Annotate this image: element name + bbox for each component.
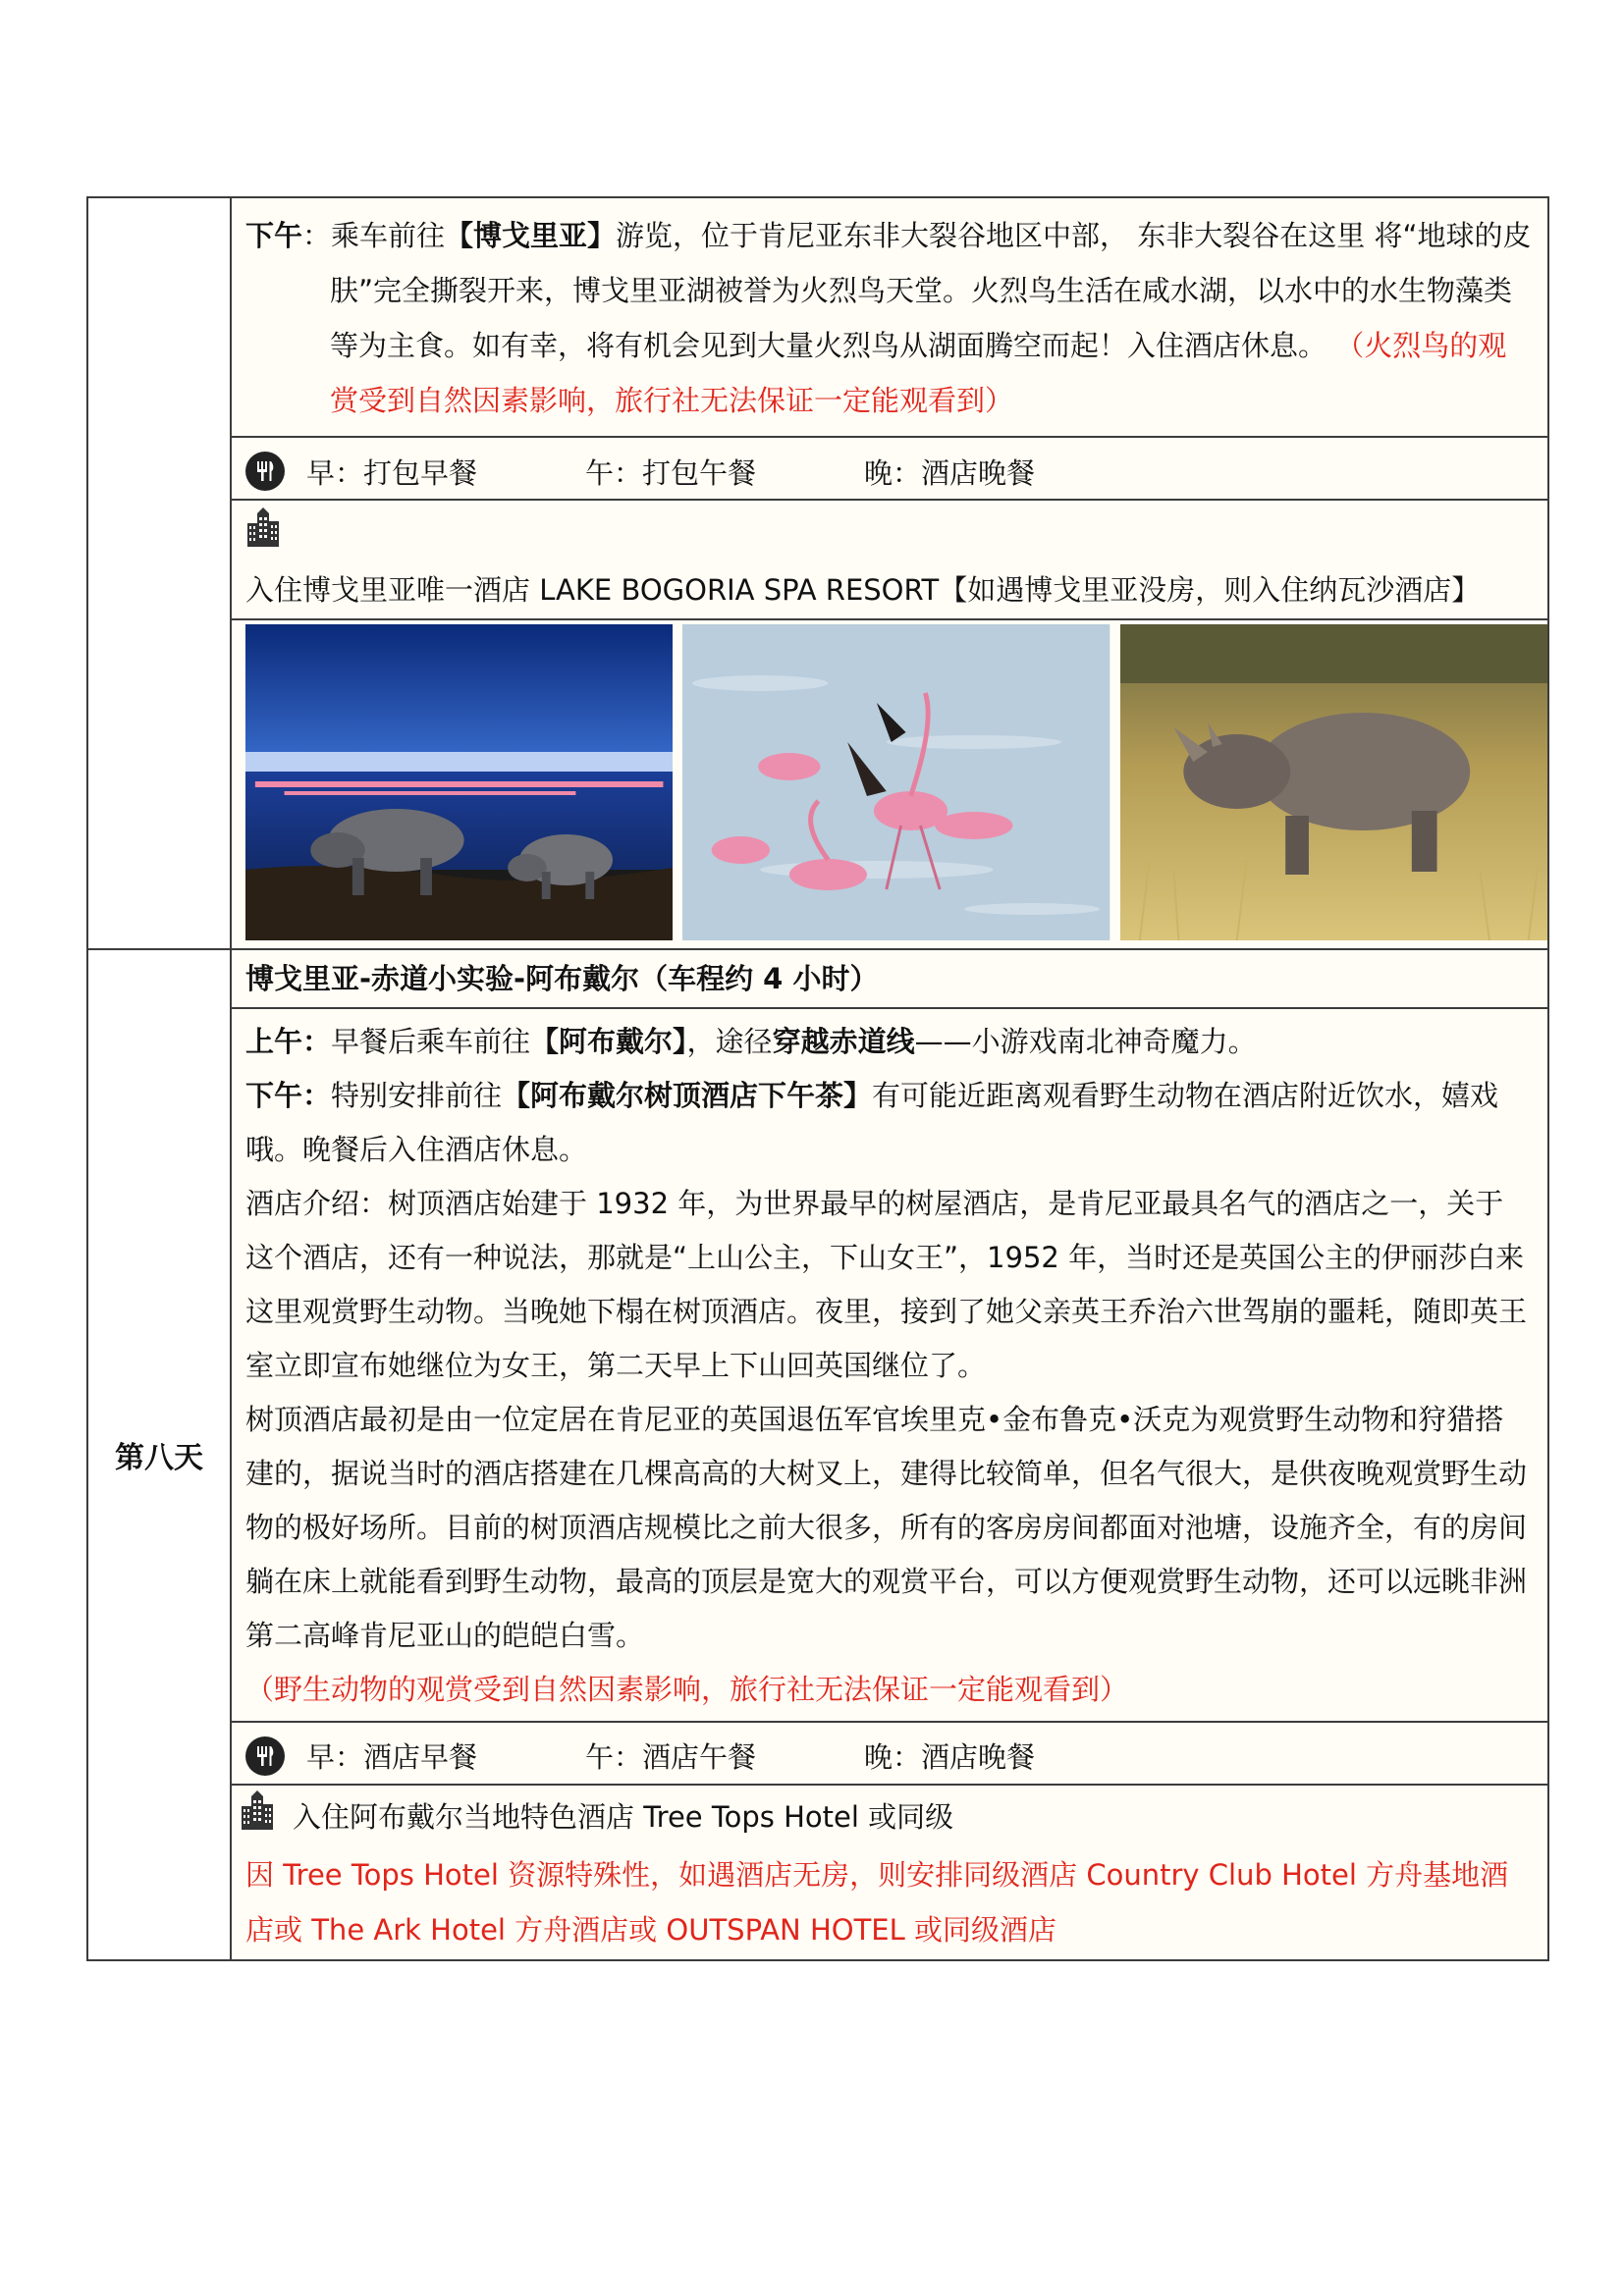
- day8-meals-row: [87, 1722, 1548, 1785]
- photo-rhinos-lake: [245, 624, 673, 940]
- day8-label: 第八天: [87, 949, 231, 1960]
- day8-detail-row: [87, 1008, 1548, 1722]
- day7-hotel-row: [87, 500, 1548, 619]
- day7-hotel-paragraph: [245, 507, 1532, 616]
- day8-hotel-row: [87, 1785, 1548, 1960]
- lunch-text: 午：酒店午餐: [585, 1740, 757, 1774]
- hotel-intro-1: 酒店介绍：树顶酒店始建于 1932 年，为世界最早的树屋酒店，是肯尼亚最具名气的酒店之一，关于这个酒店，还有一种说法，那就是“上山公主，下山女王”，1952 年，当时还是英国公主的伊丽莎白来这里观赏野生动物。当晚她下榻在树顶酒店。夜里，接到了她父亲英王乔治六世驾崩的噩耗，随即英王室立即宣布她继位为女王，第二天早上下山回英国继位了。: [245, 1186, 1528, 1382]
- day8-title: 博戈里亚-赤道小实验-阿布戴尔（车程约 4 小时）: [245, 961, 879, 995]
- cutlery-icon: [245, 452, 285, 491]
- breakfast-text: 早：打包早餐: [306, 455, 478, 490]
- day7-hotel-text: 入住博戈里亚唯一酒店 LAKE BOGORIA SPA RESORT【如遇博戈里亚没房，则入住纳瓦沙酒店】: [245, 572, 1481, 607]
- day7-meals: [232, 438, 1547, 499]
- photo-black-rhino: [1120, 624, 1547, 940]
- hotel-intro-2: 树顶酒店最初是由一位定居在肯尼亚的英国退伍军官埃里克•金布鲁克•沃克为观赏野生动物和狩猎搭建的，据说当时的酒店搭建在几棵高高的大树叉上，建得比较简单，但名气很大，是供夜晚观赏野生动物的极好场所。目前的树顶酒店规模比之前大很多，所有的客房房间都面对池塘，设施齐全，有的房间躺在床上就能看到野生动物，最高的顶层是宽大的观赏平台，可以方便观赏野生动物，还可以远眺非洲第二高峰肯尼亚山的皑皑白雪。: [245, 1402, 1528, 1652]
- day8-hotel-notice: 因 Tree Tops Hotel 资源特殊性，如遇酒店无房，则安排同级酒店 Country Club Hotel 方舟基地酒店或 The Ark Hotel 方舟酒店或 OUTSPAN HOTEL 或同级酒店: [245, 1857, 1509, 1947]
- day7-photos-row: [87, 619, 1548, 949]
- dinner-text: 晚：酒店晚餐: [864, 455, 1036, 490]
- place-bogoria: 【博戈里亚】: [445, 219, 617, 252]
- dinner-text: 晚：酒店晚餐: [864, 1740, 1036, 1774]
- hotel-building-icon: [240, 1790, 275, 1847]
- day8-afternoon: 下午：特别安排前往【阿布戴尔树顶酒店下午茶】有可能近距离观看野生动物在酒店附近饮水，嬉戏哦。晚餐后入住酒店休息。: [245, 1078, 1499, 1166]
- wildlife-notice: （野生动物的观赏受到自然因素影响，旅行社无法保证一定能观看到）: [245, 1672, 1129, 1706]
- day8-morning: 上午：早餐后乘车前往【阿布戴尔】，途径穿越赤道线——小游戏南北神奇魔力。: [245, 1024, 1257, 1058]
- day8-meals: [232, 1723, 1547, 1784]
- breakfast-text: 早：酒店早餐: [306, 1740, 478, 1774]
- afternoon-label: 下午: [245, 219, 303, 252]
- hotel-building-icon: [245, 507, 281, 563]
- photo-strip: [232, 624, 1547, 948]
- lunch-text: 午：打包午餐: [585, 455, 757, 490]
- day7-meals-row: [87, 437, 1548, 500]
- day8-hotel-text: 入住阿布戴尔当地特色酒店 Tree Tops Hotel 或同级: [293, 1799, 954, 1834]
- photo-flamingos: [682, 624, 1110, 940]
- itinerary-table: [86, 196, 1549, 1961]
- cutlery-icon: [245, 1736, 285, 1776]
- day7-afternoon-row: [87, 197, 1548, 437]
- day8-hotel: [240, 1789, 1532, 1847]
- day7-day-cell: [87, 197, 231, 949]
- day8-title-row: [87, 949, 1548, 1008]
- day7-afternoon-paragraph: 下午：乘车前往【博戈里亚】游览，位于肯尼亚东非大裂谷地区中部， 东非大裂谷在这里 将“地球的皮肤”完全撕裂开来，博戈里亚湖被誉为火烈鸟天堂。火烈鸟生活在咸水湖，以水中的水生物藻类等为主食。如有幸，将有机会见到大量火烈鸟从湖面腾空而起！入住酒店休息。 （火烈鸟的观赏受到自然因素影响，旅行社无法保证一定能观看到）: [245, 219, 1532, 417]
- flamingo-notice: （火烈鸟的观赏受到自然因素影响，旅行社无法保证一定能观看到）: [330, 329, 1507, 417]
